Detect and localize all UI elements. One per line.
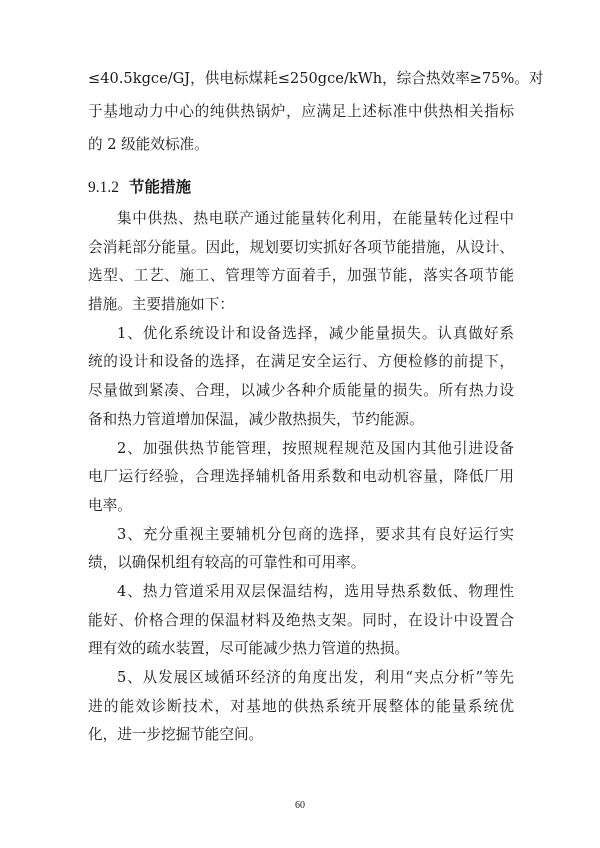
paragraph (88, 664, 514, 750)
text-line: 会消耗部分能量。因此，规划要切实抓好各项节能措施，从设计、 (88, 238, 514, 256)
text-line: 于基地动力中心的纯供热锅炉，应满足上述标准中供热相关指标 (88, 103, 514, 120)
text-line: 2、加强供热节能管理，按照规程规范及国内其他引进设备 (117, 439, 514, 457)
section-title: 节能措施 (129, 177, 192, 196)
text-line: 化，进一步挖掘节能空间。 (88, 726, 264, 744)
text-line: 5、从发展区域循环经济的角度出发，利用“夹点分析”等先 (117, 669, 514, 686)
text-line: ≤40.5kgce/GJ，供电标煤耗≤250gce/kWh，综合热效率≥75%。对 (88, 70, 544, 87)
section-heading (88, 169, 514, 205)
paragraph (88, 521, 514, 578)
paragraph (88, 205, 514, 320)
text-line: 能好、价格合理的保温材料及绝热支架。同时，在设计中设置合 (88, 611, 514, 629)
intro-paragraph (88, 62, 544, 161)
text-line: 选型、工艺、施工、管理等方面着手，加强节能，落实各项节能 (88, 267, 514, 285)
text-line: 备和热力管道增加保温，减少散热损失，节约能源。 (88, 410, 424, 428)
body-paragraphs (88, 205, 514, 750)
text-line: 尽量做到紧凑、合理，以减少各种介质能量的损失。所有热力设 (88, 382, 514, 400)
text-line: 进的能效诊断技术，对基地的供热系统开展整体的能量系统优 (88, 697, 514, 715)
paragraph (88, 435, 514, 521)
section-number: 9.1.2 (88, 179, 119, 196)
text-line: 4、热力管道采用双层保温结构，选用导热系数低、物理性 (117, 582, 514, 600)
text-line: 3、充分重视主要辅机分包商的选择，要求其有良好运行实 (117, 525, 514, 543)
document-page (88, 62, 544, 750)
paragraph (88, 320, 514, 435)
text-line: 措施。主要措施如下： (88, 296, 234, 314)
text-line: 电率。 (88, 496, 132, 514)
text-line: 理有效的疏水装置，尽可能减少热力管道的热损。 (88, 640, 410, 658)
text-line: 1、优化系统设计和设备选择，减少能量损失。认真做好系 (117, 324, 514, 342)
text-line: 电厂运行经验，合理选择辅机备用系数和电动机容量，降低厂用 (88, 468, 514, 486)
text-line: 的 2 级能效标准。 (88, 136, 209, 153)
text-line: 统的设计和设备的选择，在满足安全运行、方便检修的前提下， (88, 353, 514, 371)
text-line: 集中供热、热电联产通过能量转化利用，在能量转化过程中 (117, 210, 514, 227)
paragraph (88, 578, 514, 664)
page-number: 60 (295, 800, 305, 811)
text-line: 绩，以确保机组有较高的可靠性和可用率。 (88, 554, 366, 572)
